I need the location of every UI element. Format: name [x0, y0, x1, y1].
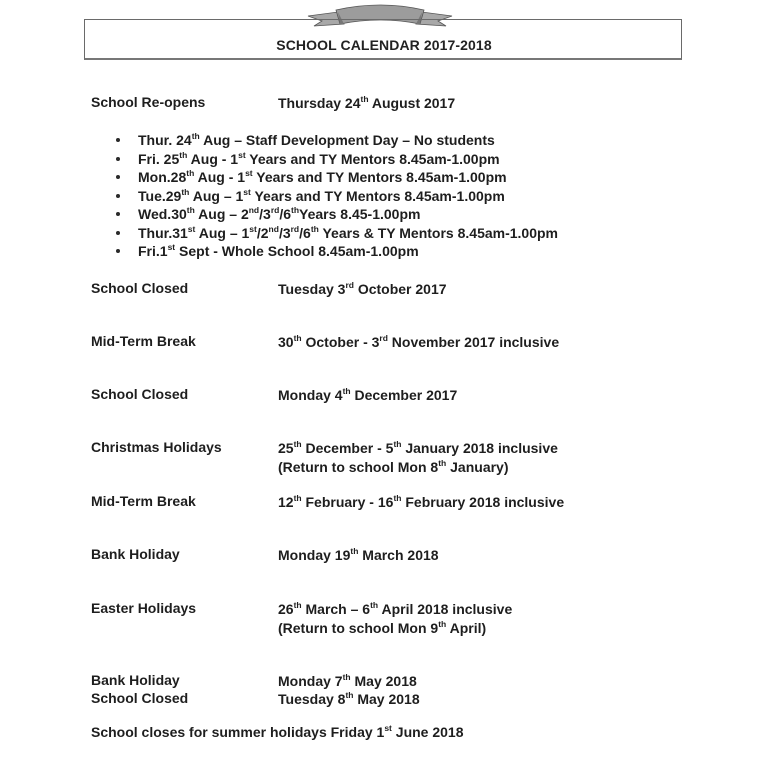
text-segment: February 2018 inclusive — [401, 494, 565, 510]
entry-label: Bank Holiday — [91, 546, 180, 562]
entry-label: Christmas Holidays — [91, 439, 222, 455]
text-segment: Monday 7 — [278, 673, 343, 689]
entry-dates — [278, 493, 564, 512]
entry-date-line — [278, 458, 558, 477]
ordinal-suffix: rd — [290, 223, 300, 234]
text-segment: Fri. 25 — [138, 150, 180, 167]
text-segment: Aug – Staff Development Day – No students — [199, 132, 495, 148]
text-segment: Years & TY Mentors 8.45am-1.00pm — [318, 224, 558, 241]
text-segment: Thur.31 — [138, 224, 188, 241]
ordinal-suffix: th — [345, 690, 354, 700]
ordinal-suffix: rd — [270, 205, 280, 215]
text-segment: (Return to school Mon 9 — [278, 620, 439, 636]
text-segment: Years and TY Mentors 8.45am-1.00pm — [252, 169, 507, 185]
schedule-item — [116, 187, 558, 206]
entry-date-line — [278, 386, 457, 405]
text-segment: /2 — [256, 224, 269, 241]
bullet-icon — [116, 231, 120, 235]
text-segment: Aug - 1 — [194, 169, 246, 185]
text-segment: Thursday 24 — [278, 95, 361, 111]
schedule-item — [116, 150, 558, 169]
text-segment: Aug – 2 — [194, 206, 249, 222]
entry-dates — [278, 546, 439, 565]
ordinal-suffix: th — [191, 131, 200, 141]
text-segment: January 2018 inclusive — [401, 440, 558, 456]
schedule-item — [116, 224, 558, 243]
entry-date-line — [278, 546, 439, 565]
entry-date-line — [278, 690, 420, 709]
text-segment: Aug – 1 — [189, 187, 244, 204]
entry-dates — [278, 333, 559, 352]
ordinal-suffix: th — [393, 493, 402, 503]
entry-label: Mid-Term Break — [91, 493, 196, 509]
ordinal-suffix: th — [186, 205, 195, 215]
bullet-icon — [116, 249, 120, 253]
entry-label: Bank Holiday — [91, 672, 180, 688]
text-segment: Fri.1 — [138, 243, 168, 259]
text-segment: 25 — [278, 440, 294, 456]
reopen-schedule-list — [116, 131, 558, 261]
text-segment: Wed.30 — [138, 206, 187, 222]
text-segment: May 2018 — [350, 673, 417, 689]
ordinal-suffix: th — [293, 439, 302, 449]
text-segment: June 2018 — [391, 724, 464, 740]
text-segment: Monday 4 — [278, 387, 343, 403]
ordinal-suffix: rd — [379, 333, 388, 343]
text-segment: March 2018 — [358, 547, 439, 563]
entry-label: School Closed — [91, 280, 189, 296]
ordinal-suffix: th — [350, 546, 359, 556]
bullet-icon — [116, 157, 120, 161]
ordinal-suffix: st — [245, 168, 253, 178]
text-segment: November 2017 inclusive — [387, 334, 560, 350]
ordinal-suffix: th — [293, 493, 302, 503]
bullet-icon — [116, 212, 120, 216]
text-segment: Thur. 24 — [138, 132, 192, 148]
ordinal-suffix: th — [393, 439, 402, 449]
bullet-icon — [116, 194, 120, 198]
ordinal-suffix: nd — [248, 205, 260, 215]
ordinal-suffix: th — [438, 619, 447, 629]
entry-dates — [278, 672, 417, 691]
text-segment: April) — [446, 620, 487, 636]
page-title: SCHOOL CALENDAR 2017-2018 — [276, 37, 492, 53]
text-segment: 26 — [278, 601, 294, 617]
text-segment: /6 — [279, 206, 291, 222]
text-segment: January) — [446, 459, 509, 475]
ordinal-suffix: th — [186, 168, 195, 178]
bullet-icon — [116, 175, 120, 179]
ordinal-suffix: th — [179, 149, 188, 160]
entry-dates — [278, 280, 447, 299]
text-segment: May 2018 — [353, 691, 420, 707]
text-segment: February - 16 — [301, 494, 394, 510]
text-segment: Tuesday 3 — [278, 281, 346, 297]
text-segment: December - 5 — [301, 440, 394, 456]
text-segment: Tuesday 8 — [278, 691, 346, 707]
entry-date-line — [278, 619, 512, 638]
entry-dates — [278, 439, 558, 477]
ordinal-suffix: th — [342, 386, 351, 396]
entry-label: School Closed — [91, 690, 189, 706]
text-segment: Years 8.45-1.00pm — [299, 206, 421, 222]
ordinal-suffix: st — [187, 223, 196, 234]
text-segment: March – 6 — [301, 601, 371, 617]
ordinal-suffix: th — [370, 600, 379, 610]
ordinal-suffix: th — [342, 672, 351, 682]
text-segment: /3 — [278, 224, 291, 241]
text-segment: Monday 19 — [278, 547, 351, 563]
entry-date-line — [278, 672, 417, 691]
text-segment: Aug – 1 — [195, 224, 250, 241]
ordinal-suffix: st — [243, 186, 251, 197]
entry-label: Mid-Term Break — [91, 333, 196, 349]
text-segment: School closes for summer holidays Friday 1 — [91, 724, 385, 740]
text-segment: Aug - 1 — [187, 150, 239, 167]
text-segment: October - 3 — [301, 334, 380, 350]
ordinal-suffix: th — [293, 600, 302, 610]
ordinal-suffix: th — [293, 333, 302, 343]
entry-date-line — [278, 439, 558, 458]
ordinal-suffix: st — [238, 149, 246, 160]
text-segment: Tue.29 — [138, 187, 182, 204]
text-segment: Mon.28 — [138, 169, 187, 185]
row-label: School Re-opens — [91, 94, 206, 110]
row-value — [278, 94, 455, 113]
text-segment: 30 — [278, 334, 294, 350]
summer-closing-note — [91, 724, 464, 740]
text-segment: /6 — [299, 224, 311, 241]
text-segment: Years and TY Mentors 8.45am-1.00pm — [250, 187, 505, 204]
entry-dates — [278, 690, 420, 709]
ordinal-suffix: st — [384, 723, 392, 733]
text-segment: August 2017 — [368, 95, 456, 111]
text-segment: 12 — [278, 494, 294, 510]
schedule-item — [116, 242, 558, 261]
entry-dates — [278, 386, 457, 405]
entry-dates — [278, 600, 512, 638]
entry-date-line — [278, 333, 559, 352]
text-segment: Years and TY Mentors 8.45am-1.00pm — [245, 150, 500, 167]
text-segment: December 2017 — [350, 387, 458, 403]
ordinal-suffix: th — [438, 458, 447, 468]
ordinal-suffix: th — [291, 205, 300, 215]
text-segment: Sept - Whole School 8.45am-1.00pm — [175, 243, 419, 259]
schedule-item — [116, 168, 558, 187]
ordinal-suffix: th — [181, 186, 190, 197]
ordinal-suffix: th — [360, 94, 369, 104]
text-segment: October 2017 — [353, 281, 447, 297]
bullet-icon — [116, 138, 120, 142]
ordinal-suffix: nd — [268, 223, 279, 234]
schedule-item — [116, 131, 558, 150]
schedule-item — [116, 205, 558, 224]
entry-date-line — [278, 600, 512, 619]
entry-label: Easter Holidays — [91, 600, 197, 616]
entry-date-line — [278, 280, 447, 299]
text-segment: /3 — [259, 206, 271, 222]
ordinal-suffix: st — [167, 242, 176, 252]
text-segment: (Return to school Mon 8 — [278, 459, 439, 475]
entry-date-line — [278, 493, 564, 512]
entry-label: School Closed — [91, 386, 189, 402]
ordinal-suffix: st — [249, 223, 257, 234]
ordinal-suffix: th — [310, 223, 319, 234]
ordinal-suffix: rd — [345, 280, 354, 290]
text-segment: April 2018 inclusive — [378, 601, 513, 617]
